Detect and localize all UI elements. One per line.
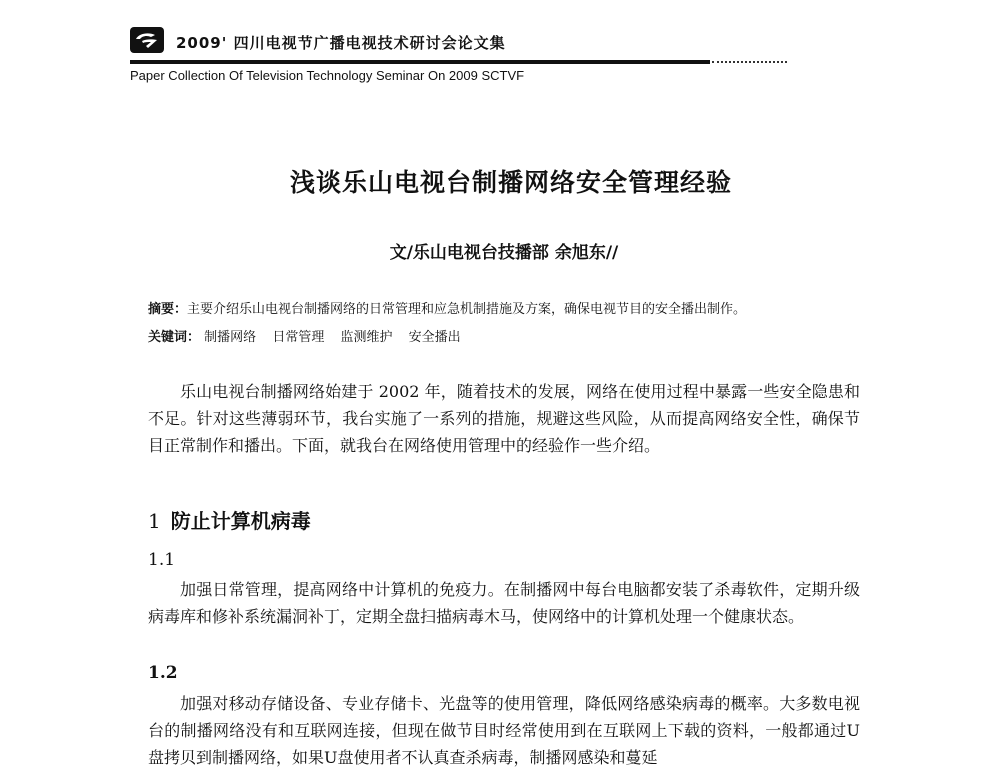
subsection-1-1 [148, 576, 860, 630]
subsection-number-1-1: 1.1 [148, 550, 176, 570]
section-title: 防止计算机病毒 [170, 509, 311, 533]
keywords [148, 326, 473, 345]
keyword: 安全播出 [408, 330, 461, 345]
subsection-1-2-text: 加强对移动存储设备、专业存储卡、光盘等的使用管理，降低网络感染病毒的概率。大多数电视台的制播网络没有和互联网连接，但现在做节目时经常使用到在互联网上下载的资料，一般都通过U盘拷贝到制播网络，如果U盘使用者不认真查杀病毒，制播网感染和蔓延 [148, 694, 860, 767]
section-number: 1 [148, 509, 161, 533]
keyword: 监测维护 [340, 330, 393, 345]
abstract [148, 298, 746, 317]
subsection-1-2 [148, 690, 860, 771]
header-rule-tail [712, 61, 787, 65]
article-title: 浅谈乐山电视台制播网络安全管理经验 [289, 168, 732, 197]
abstract-text: 主要介绍乐山电视台制播网络的日常管理和应急机制措施及方案，确保电视节目的安全播出制作。 [187, 302, 747, 317]
keyword: 制播网络 [204, 330, 257, 345]
abstract-label: 摘要： [148, 302, 188, 317]
section-heading-1 [148, 505, 311, 534]
tv-festival-logo-icon [130, 27, 164, 53]
subsection-1-1-text: 加强日常管理，提高网络中计算机的免疫力。在制播网中每台电脑都安装了杀毒软件，定期升级病毒库和修补系统漏洞补丁，定期全盘扫描病毒木马，使网络中的计算机处理一个健康状态。 [148, 580, 860, 626]
intro-paragraph [148, 378, 860, 459]
subsection-number-1-2: 1.2 [148, 663, 178, 683]
collection-title-cn: 2009' 四川电视节广播电视技术研讨会论文集 [176, 34, 506, 52]
intro-text: 乐山电视台制播网络始建于 2002 年，随着技术的发展，网络在使用过程中暴露一些安全隐患和不足。针对这些薄弱环节，我台实施了一系列的措施，规避这些风险，从而提高网络安全性，确保节目正常制作和播出。下面，就我台在网络使用管理中的经验作一些介绍。 [148, 382, 860, 455]
collection-title-en: Paper Collection Of Television Technology Seminar On 2009 SCTVF [130, 68, 525, 83]
header-rule [130, 60, 710, 64]
article-byline: 文/乐山电视台技播部 余旭东// [389, 243, 619, 263]
keywords-label: 关键词： [148, 330, 201, 345]
keyword: 日常管理 [272, 330, 325, 345]
